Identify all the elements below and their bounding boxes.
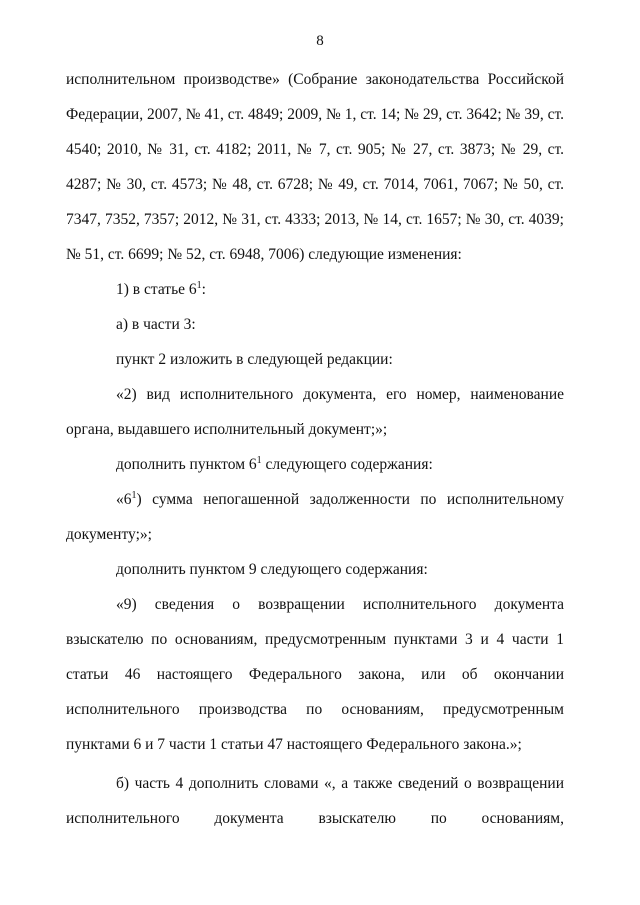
superscript: 1	[131, 490, 137, 501]
paragraph-add-point-6-1-text: дополнить пунктом 6	[116, 456, 257, 473]
paragraph-subitem-b: б) часть 4 дополнить словами «, а также сведений о возвращении исполнительного документа взыскателю по основаниям,	[66, 775, 564, 827]
page-number: 8	[316, 33, 324, 49]
paragraph-source-citation: исполнительном производстве» (Собрание законодательства Российской Федерации, 2007, № 41, ст. 4849; 2009, № 1, ст. 14; № 29, ст. 3642; № 39, ст. 4540; 2010, № 31, ст. 4182; 2011, № 7, ст. 905; № 27, ст. 3873; № 29, ст. 4287; № 30, ст. 4573; № 48, ст. 6728; № 49, ст. 7014, 7061, 7067; № 50, ст. 7347, 7352, 7357; 2012, № 31, ст. 4333; 2013, № 14, ст. 1657; № 30, ст. 4039; № 51, ст. 6699; № 52, ст. 6948, 7006) следующие изменения:	[66, 71, 564, 263]
paragraph-item-1-text: 1) в статье 6	[116, 281, 197, 298]
paragraph-add-point-6-1-tail: следующего содержания:	[261, 456, 433, 473]
paragraph-item-1	[66, 272, 564, 307]
paragraph-quote-6-1-tail: ) сумма непогашенной задолженности по исполнительному документу;»;	[66, 491, 564, 543]
document-body	[66, 62, 564, 836]
paragraph-item-1-tail: :	[201, 281, 206, 298]
superscript: 1	[196, 280, 202, 291]
paragraph-subitem-a: а) в части 3:	[116, 316, 196, 333]
paragraph-instruction: пункт 2 изложить в следующей редакции:	[116, 351, 393, 368]
superscript: 1	[256, 455, 262, 466]
paragraph-quote-9: «9) сведения о возвращении исполнительного документа взыскателю по основаниям, предусмотренным пунктами 3 и 4 части 1 статьи 46 настоящего Федерального закона, или об окончании исполнительного производства по основаниям, предусмотренным пунктами 6 и 7 части 1 статьи 47 настоящего Федерального закона.»;	[66, 596, 564, 753]
paragraph-add-point-6-1	[66, 447, 564, 482]
paragraph-quote-2: «2) вид исполнительного документа, его номер, наименование органа, выдавшего исполнительный документ;»;	[66, 386, 564, 438]
paragraph-add-point-9: дополнить пунктом 9 следующего содержания:	[116, 561, 428, 578]
paragraph-quote-6-1	[66, 482, 564, 552]
paragraph-quote-6-1-text: «6	[116, 491, 132, 508]
